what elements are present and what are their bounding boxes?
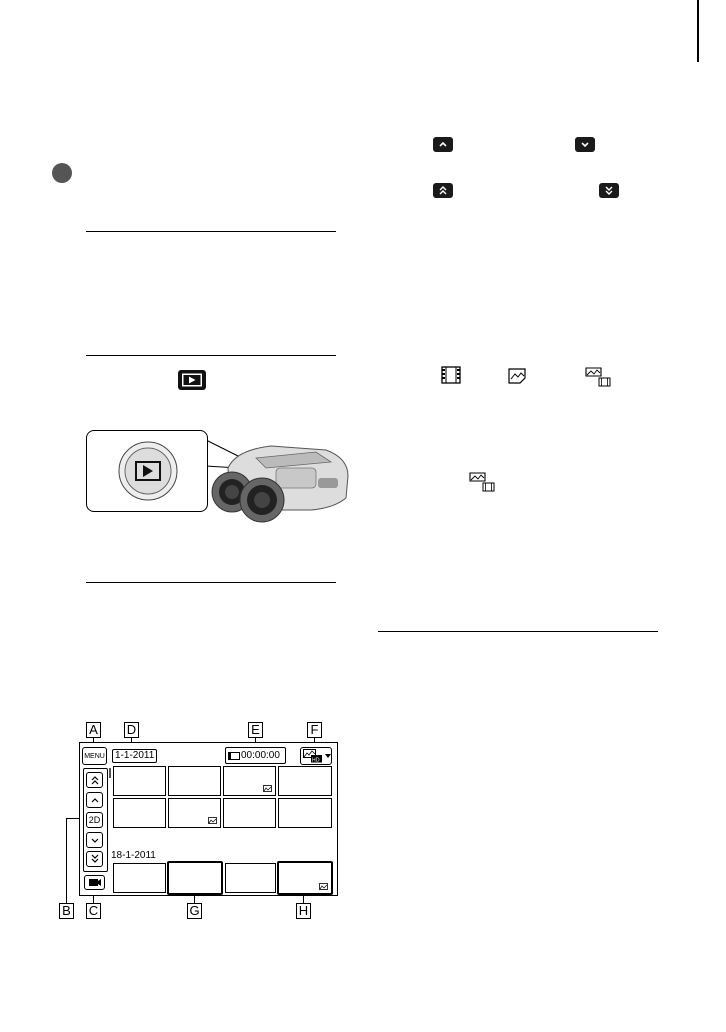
section-rule-3 (86, 582, 336, 583)
counter-value: 00:00:00 (241, 750, 280, 761)
photo-icon (263, 785, 272, 792)
film-icon (441, 366, 461, 384)
thumbnail[interactable] (278, 798, 332, 828)
thumbnail[interactable] (225, 863, 276, 893)
callout-label-g: G (187, 903, 202, 919)
date-label: 18-1-2011 (111, 850, 156, 861)
thumbnail[interactable] (278, 766, 332, 796)
callout-label-c: C (86, 903, 101, 919)
leader-line (66, 818, 67, 903)
photo-icon (208, 817, 217, 824)
scroll-indicator (109, 768, 111, 778)
shooting-mode-button[interactable] (84, 875, 105, 890)
dropdown-arrow-icon (325, 754, 331, 759)
menu-button-label: MENU (84, 752, 105, 760)
chevron-up-icon (90, 795, 100, 805)
lcd-screen (79, 742, 338, 896)
callout-label-h: H (296, 903, 311, 919)
thumbnail-photo[interactable] (277, 861, 333, 895)
thumbnail[interactable] (113, 798, 166, 828)
photo-icon (319, 883, 328, 890)
callout-label-a: A (86, 722, 101, 738)
thumbnail[interactable] (223, 798, 276, 828)
double-chevron-up-icon (90, 775, 100, 785)
chevron-down-icon (90, 835, 100, 845)
camera-icon (89, 878, 101, 887)
thumbnail[interactable] (168, 766, 221, 796)
callout-label-d: D (124, 722, 139, 738)
double-chevron-down-icon (599, 183, 619, 198)
callout-label-b: B (59, 903, 74, 919)
thumbnail[interactable] (113, 766, 166, 796)
button-callout (86, 430, 208, 512)
view-images-icon (177, 369, 207, 391)
movie-photo-icon (585, 367, 611, 387)
thumbnail[interactable] (113, 863, 166, 893)
double-chevron-down-icon (90, 854, 100, 864)
page-down-button[interactable] (86, 832, 103, 848)
leader-line (66, 818, 80, 819)
section-rule-1 (86, 231, 336, 232)
total-duration (225, 747, 286, 764)
thumbnail[interactable] (223, 766, 276, 796)
thumbnail-last-played[interactable] (167, 861, 223, 895)
mode-label: 2D (88, 815, 101, 825)
thumbnail[interactable] (168, 798, 221, 828)
fast-page-up-button[interactable] (86, 772, 103, 788)
double-chevron-up-icon (433, 183, 453, 198)
chevron-up-icon (433, 137, 453, 152)
fast-page-down-button[interactable] (86, 851, 103, 867)
movie-photo-icon (469, 472, 495, 492)
section-rule-4 (378, 631, 658, 632)
chevron-down-icon (575, 137, 595, 152)
callout-label-f: F (307, 722, 322, 738)
section-rule-2 (86, 355, 336, 356)
menu-button[interactable] (82, 747, 107, 765)
movie-photo-icon (303, 749, 323, 763)
page-edge-line (697, 0, 699, 62)
step-bullet (52, 163, 72, 183)
photo-icon (508, 368, 526, 384)
callout-label-e: E (248, 722, 263, 738)
2d-3d-toggle-button[interactable] (86, 812, 103, 828)
svg-text:HD: HD (312, 757, 320, 763)
film-icon (228, 752, 240, 760)
date-label: 1-1-2011 (112, 749, 157, 763)
image-type-button[interactable] (300, 747, 332, 765)
page-up-button[interactable] (86, 792, 103, 808)
